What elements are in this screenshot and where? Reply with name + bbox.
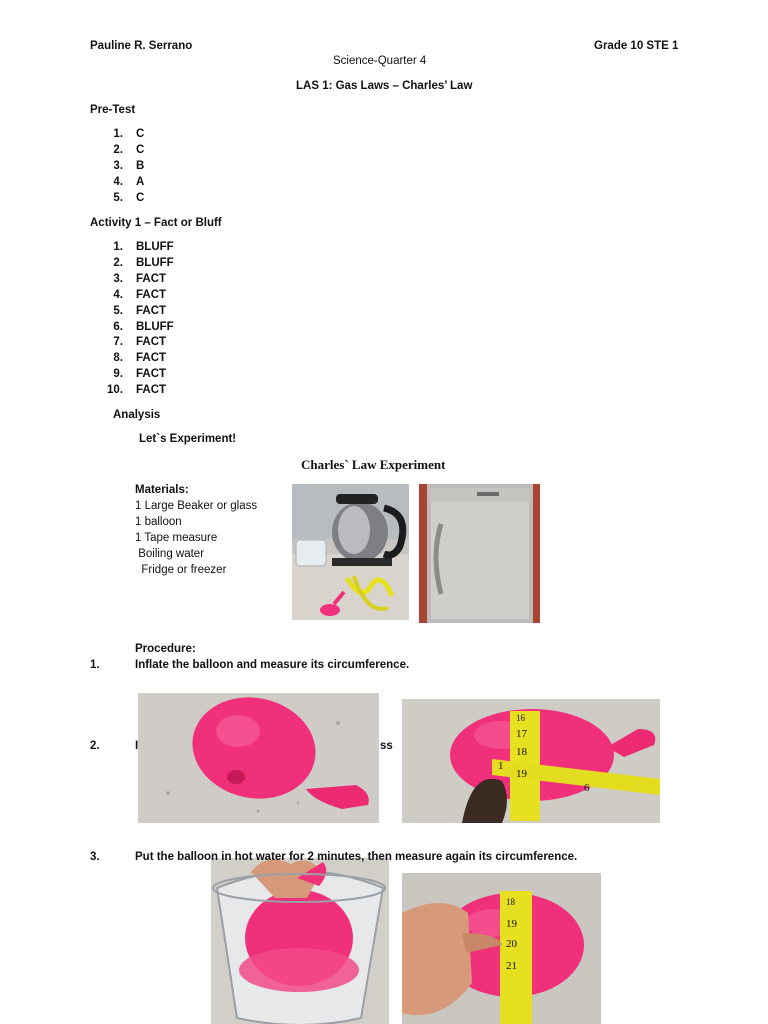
experiment-title: Charles` Law Experiment: [301, 457, 446, 472]
list-item-number: 2.: [113, 256, 123, 269]
tape-label: 1: [498, 760, 504, 772]
list-item-number: 7.: [113, 336, 123, 349]
tape-label: 18: [506, 897, 515, 907]
list-item-answer: FACT: [136, 368, 167, 381]
materials-heading: Materials:: [135, 484, 189, 496]
step-text: Put the balloon in hot water for 2 minutes, then measure again its circumference.: [135, 851, 578, 863]
analysis-heading: Analysis: [113, 409, 161, 421]
list-item-number: 3.: [113, 160, 123, 172]
step-text-start: I: [135, 740, 139, 752]
balloon-measure-after-photo: [402, 873, 601, 1024]
tape-label: 19: [516, 768, 527, 780]
tape-label: 17: [516, 728, 527, 740]
tape-label: 16: [516, 713, 525, 723]
document-title: LAS 1: Gas Laws – Charles’ Law: [296, 80, 473, 92]
list-item-answer: FACT: [136, 336, 167, 349]
material-item: Boiling water: [135, 548, 205, 560]
step-number: 3.: [90, 851, 100, 863]
list-item-number: 2.: [113, 144, 123, 156]
list-item-answer: BLUFF: [136, 320, 174, 333]
material-item: Fridge or freezer: [135, 564, 227, 576]
tape-label: 21: [506, 960, 517, 972]
step-number: 1.: [90, 659, 100, 671]
list-item-answer: C: [136, 192, 145, 204]
tape-label: 19: [506, 918, 517, 930]
list-item-number: 5.: [113, 304, 123, 317]
fridge-photo: [419, 484, 540, 623]
step-text-end: ss: [380, 740, 393, 752]
pretest-heading: Pre-Test: [90, 104, 136, 116]
list-item-answer: C: [136, 144, 145, 156]
balloon-hot-water-photo: [211, 858, 389, 1024]
list-item-number: 1.: [113, 241, 123, 253]
list-item-answer: A: [136, 176, 145, 188]
list-item-answer: BLUFF: [136, 256, 174, 269]
tape-label: 18: [516, 746, 527, 758]
list-item-number: 1.: [113, 128, 123, 140]
student-name: Pauline R. Serrano: [90, 40, 193, 52]
list-item-number: 5.: [113, 192, 123, 204]
list-item-number: 6.: [113, 320, 123, 333]
list-item-answer: FACT: [136, 352, 167, 365]
step-number: 2.: [90, 740, 100, 752]
list-item-answer: B: [136, 160, 145, 172]
tape-label: 20: [506, 938, 517, 950]
tape-label: 6: [584, 782, 590, 794]
material-item: 1 Large Beaker or glass: [135, 500, 258, 512]
inflated-balloon-photo: [138, 693, 379, 823]
list-item-answer: C: [136, 128, 145, 140]
subject: Science-Quarter 4: [333, 55, 427, 67]
list-item-number: 3.: [113, 272, 123, 285]
step-text: Inflate the balloon and measure its circumference.: [135, 659, 410, 671]
procedure-heading: Procedure:: [135, 643, 196, 655]
list-item-number: 4.: [113, 176, 123, 188]
kettle-and-materials-photo: [292, 484, 409, 620]
experiment-subheading: Let`s Experiment!: [139, 433, 237, 445]
grade-section: Grade 10 STE 1: [594, 40, 679, 52]
list-item-answer: FACT: [136, 272, 167, 285]
list-item-answer: FACT: [136, 304, 167, 317]
list-item-number: 9.: [113, 368, 123, 381]
list-item-answer: BLUFF: [136, 241, 174, 253]
balloon-measure-photo: [402, 699, 660, 823]
material-item: 1 balloon: [135, 516, 182, 528]
material-item: 1 Tape measure: [135, 532, 218, 544]
list-item-answer: FACT: [136, 288, 167, 301]
list-item-answer: FACT: [136, 384, 167, 397]
list-item-number: 10.: [107, 384, 123, 397]
activity1-heading: Activity 1 – Fact or Bluff: [90, 217, 222, 229]
list-item-number: 8.: [113, 352, 123, 365]
list-item-number: 4.: [113, 288, 123, 301]
